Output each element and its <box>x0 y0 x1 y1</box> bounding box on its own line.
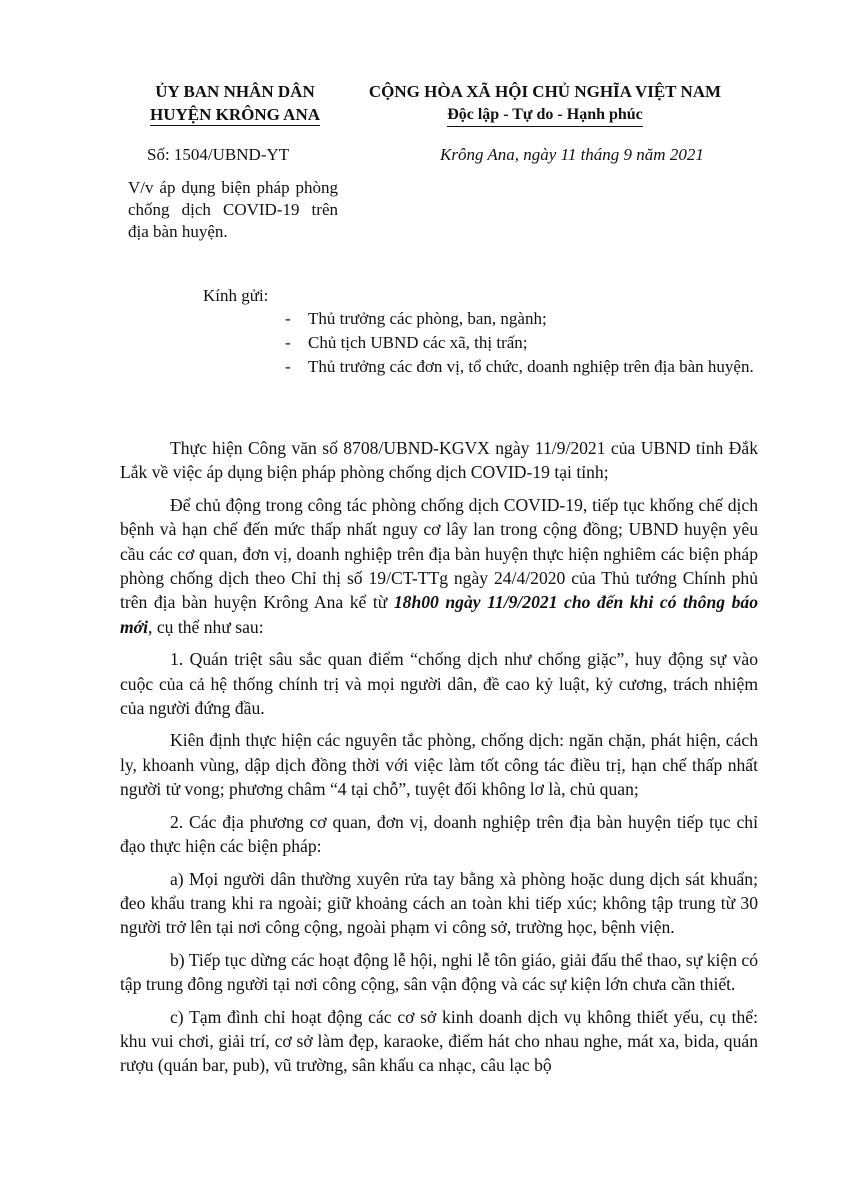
issuer-header <box>110 80 360 126</box>
document-body <box>120 436 758 1086</box>
recipient-item: - Thủ trưởng các phòng, ban, ngành; <box>285 309 547 328</box>
paragraph-directive: Để chủ động trong công tác phòng chống dịch COVID-19, tiếp tục khống chế dịch bệnh và hạn chế đến mức thấp nhất nguy cơ lây lan trong cộng đồng; UBND huyện yêu cầu các cơ quan, đơn vị, doanh nghiệp trên địa bàn huyện thực hiện nghiêm các biện pháp phòng chống dịch theo Chỉ thị số 19/CT-TTg ngày 24/4/2020 của Thủ tướng Chính phủ trên địa bàn huyện Krông Ana kể từ 18h00 ngày 11/9/2021 cho đến khi có thông báo mới, cụ thể như sau: <box>120 494 759 637</box>
paragraph-item-1: 1. Quán triệt sâu sắc quan điểm “chống dịch như chống giặc”, huy động sự vào cuộc của cả hệ thống chính trị và mọi người dân, đề cao kỷ luật, kỷ cương, trách nhiệm của người đứng đầu. <box>120 649 758 719</box>
issuer-line1: ỦY BAN NHÂN DÂN <box>155 82 315 101</box>
place-date: Krông Ana, ngày 11 tháng 9 năm 2021 <box>440 145 704 164</box>
national-title: CỘNG HÒA XÃ HỘI CHỦ NGHĨA VIỆT NAM <box>368 82 722 101</box>
effective-time: 18h00 ngày 11/9/2021 cho đến khi có thông báo mới <box>120 592 759 637</box>
national-motto: Độc lập - Tự do - Hạnh phúc <box>447 103 643 127</box>
recipient-list <box>285 307 765 379</box>
national-header <box>340 80 750 127</box>
paragraph-basis: Thực hiện Công văn số 8708/UBND-KGVX ngày 11/9/2021 của UBND tỉnh Đắk Lắk về việc áp dụng biện pháp phòng chống dịch COVID-19 tại tỉnh; <box>120 438 758 483</box>
paragraph-item-2a: a) Mọi người dân thường xuyên rửa tay bằng xà phòng hoặc dung dịch sát khuẩn; đeo khẩu trang khi ra ngoài; giữ khoảng cách an toàn khi tiếp xúc; không tập trung từ 30 người trở lên tại nơi công cộng, ngoài phạm vi công sở, trường học, bệnh viện. <box>120 868 758 938</box>
paragraph-principles: Kiên định thực hiện các nguyên tắc phòng, chống dịch: ngăn chặn, phát hiện, cách ly, khoanh vùng, dập dịch đồng thời với việc làm tốt công tác điều trị, hạn chế thấp nhất người tử vong; phương châm “4 tại chỗ”, tuyệt đối không lơ là, chủ quan; <box>120 730 758 800</box>
paragraph-item-2b: b) Tiếp tục dừng các hoạt động lễ hội, nghi lễ tôn giáo, giải đấu thể thao, sự kiện có tập trung đông người tại nơi công cộng, sân vận động và các sự kiện lớn chưa cần thiết. <box>120 949 758 995</box>
document-subject: V/v áp dụng biện pháp phòng chống dịch COVID-19 trên địa bàn huyện. <box>128 178 338 241</box>
document-number: Số: 1504/UBND-YT <box>147 145 290 164</box>
recipient-item: - Thủ trưởng các đơn vị, tổ chức, doanh nghiệp trên địa bàn huyện. <box>285 357 754 376</box>
recipient-item: - Chủ tịch UBND các xã, thị trấn; <box>285 333 528 352</box>
issuer-line2: HUYỆN KRÔNG ANA <box>149 105 320 124</box>
paragraph-item-2c: c) Tạm đình chỉ hoạt động các cơ sở kinh doanh dịch vụ không thiết yếu, cụ thể: khu vui chơi, giải trí, cơ sở làm đẹp, karaoke, điểm hát cho nhau nghe, mát xa, bida, quán rượu (quán bar, pub), vũ trường, sân khấu ca nhạc, câu lạc bộ <box>120 1006 758 1076</box>
greeting: Kính gửi: <box>203 286 269 305</box>
paragraph-item-2: 2. Các địa phương cơ quan, đơn vị, doanh nghiệp trên địa bàn huyện tiếp tục chỉ đạo thực hiện các biện pháp: <box>120 811 758 857</box>
